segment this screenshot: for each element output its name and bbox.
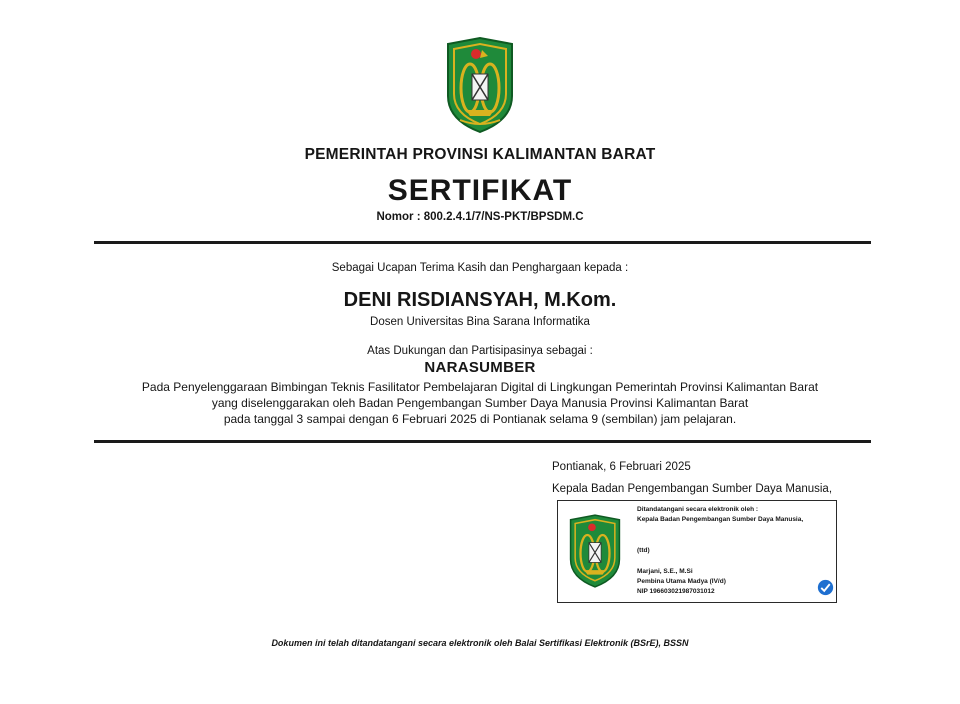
event-description-line: Pada Penyelenggaraan Bimbingan Teknis Fasilitator Pembelajaran Digital di Lingkungan Pemerintah Provinsi Kalimantan Barat bbox=[141, 380, 819, 394]
divider-top bbox=[94, 241, 871, 244]
divider-bottom bbox=[94, 440, 871, 443]
ttd-mark: (ttd) bbox=[637, 547, 650, 554]
organizer-line: yang diselenggarakan oleh Badan Pengembangan Sumber Daya Manusia Provinsi Kalimantan Barat bbox=[211, 396, 749, 410]
role-title: NARASUMBER bbox=[424, 359, 536, 376]
support-text: Atas Dukungan dan Partisipasinya sebagai : bbox=[367, 345, 593, 357]
certificate-title: SERTIFIKAT bbox=[387, 174, 573, 207]
crest-emblem-icon bbox=[442, 36, 518, 134]
crest-emblem-icon bbox=[566, 511, 624, 591]
date-location-line: pada tanggal 3 sampai dengan 6 Februari 2025 di Pontianak selama 9 (sembilan) jam pelajaran. bbox=[223, 412, 737, 426]
recipient-affiliation: Dosen Universitas Bina Sarana Informatika bbox=[370, 316, 590, 328]
signer-title: Kepala Badan Pengembangan Sumber Daya Manusia, bbox=[552, 483, 833, 495]
signed-by-label: Ditandatangani secara elektronik oleh : bbox=[637, 506, 759, 513]
box-signer-title: Kepala Badan Pengembangan Sumber Daya Manusia, bbox=[637, 516, 804, 523]
place-date: Pontianak, 6 Februari 2025 bbox=[552, 461, 691, 473]
footer-note: Dokumen ini telah ditandatangani secara elektronik oleh Balai Sertifikasi Elektronik (BSrE), BSSN bbox=[271, 638, 689, 648]
intro-text: Sebagai Ucapan Terima Kasih dan Penghargaan kepada : bbox=[331, 262, 629, 274]
bsre-badge-icon bbox=[817, 579, 834, 596]
certificate-number: Nomor : 800.2.4.1/7/NS-PKT/BPSDM.C bbox=[376, 211, 584, 223]
province-heading: PEMERINTAH PROVINSI KALIMANTAN BARAT bbox=[304, 146, 656, 163]
signer-nip: NIP 196603021987031012 bbox=[637, 588, 715, 595]
electronic-signature-box bbox=[557, 500, 837, 603]
recipient-name: DENI RISDIANSYAH, M.Kom. bbox=[343, 289, 617, 311]
signer-rank: Pembina Utama Madya (IV/d) bbox=[637, 578, 726, 585]
signer-name: Marjani, S.E., M.Si bbox=[637, 568, 693, 575]
